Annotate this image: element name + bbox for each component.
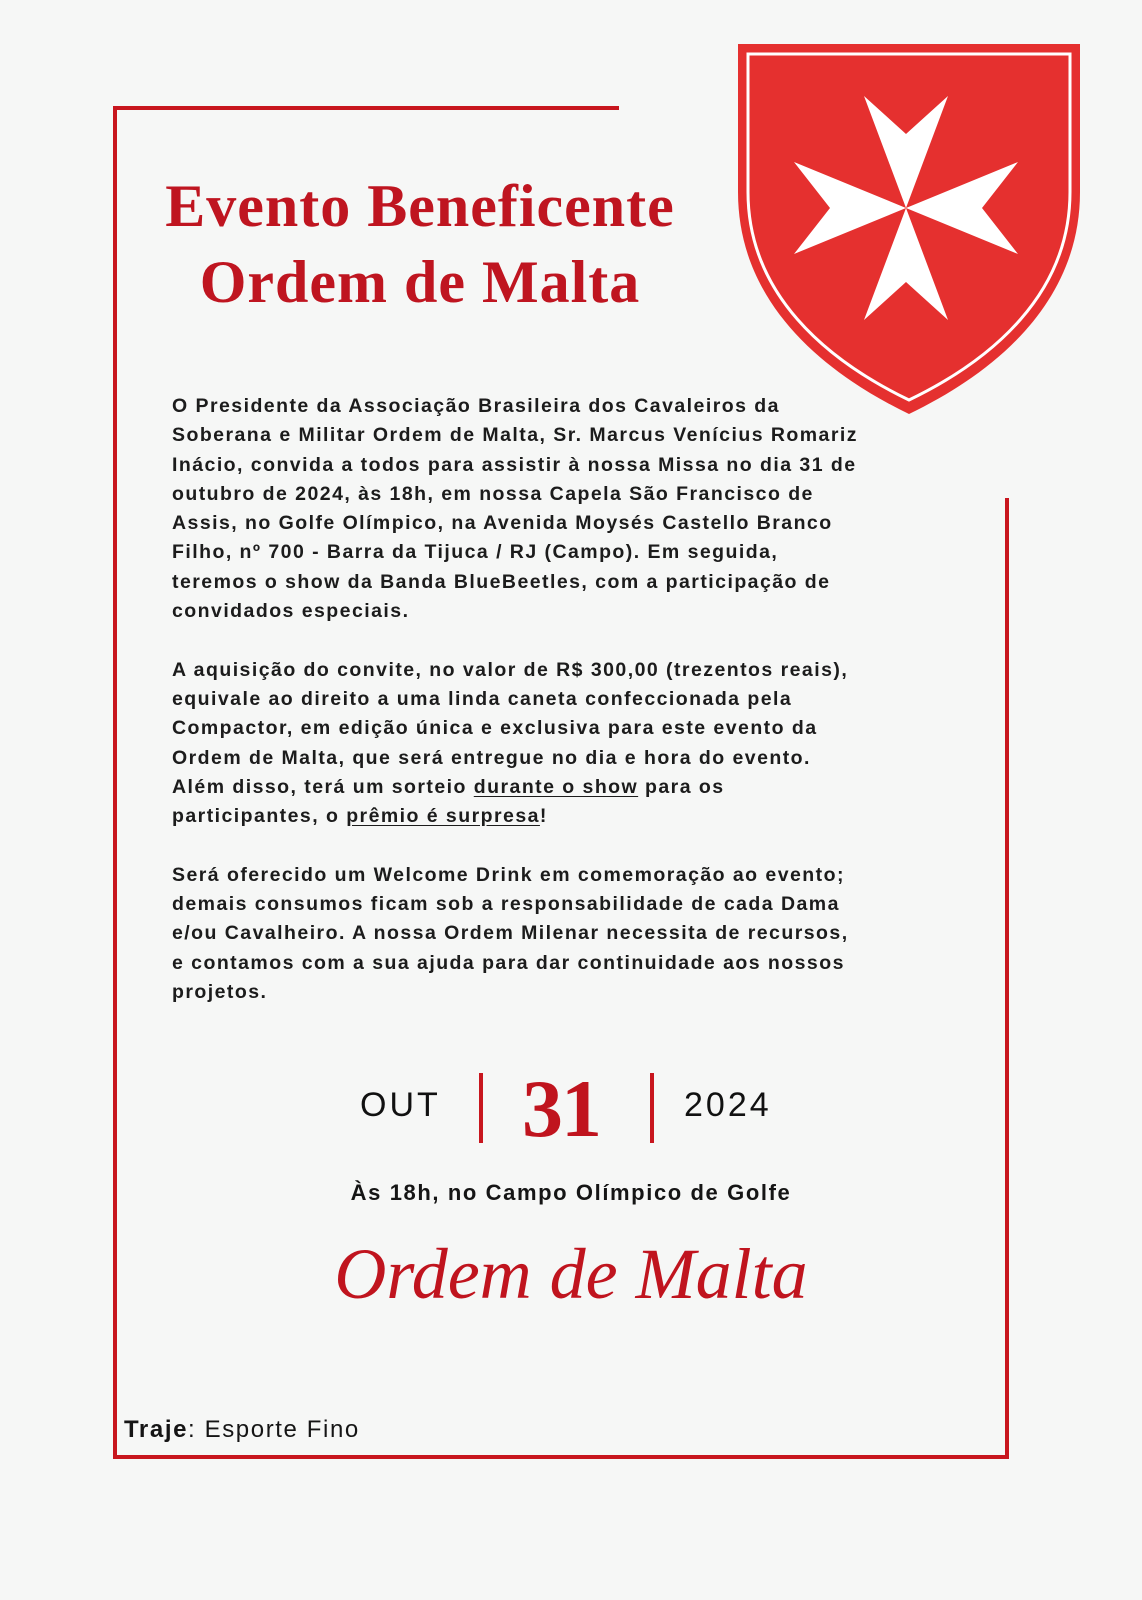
- text-line: A aquisição do convite, no valor de R$ 300,00 (trezentos reais),: [172, 658, 849, 681]
- text-line: convidados especiais.: [172, 600, 410, 623]
- text-line: teremos o show da Banda BlueBeetles, com a participação de: [172, 570, 831, 593]
- text-line: Ordem de Malta, que será entregue no dia e hora do evento.: [172, 746, 811, 769]
- date-day: 31: [522, 1063, 600, 1154]
- paragraph-1: [172, 392, 858, 626]
- invitation-body: [172, 392, 858, 1037]
- underlined-phrase: durante o show: [473, 775, 639, 798]
- date-month: OUT: [360, 1086, 441, 1124]
- text-line: O Presidente da Associação Brasileira dos Cavaleiros da: [172, 395, 780, 417]
- title-line-1: Evento Beneficente: [165, 173, 675, 239]
- frame-right: [1005, 498, 1009, 1459]
- paragraph-2: [172, 656, 858, 832]
- text-line: Soberana e Militar Ordem de Malta, Sr. Marcus Venícius Romariz: [172, 424, 858, 447]
- text-line: demais consumos ficam sob a responsabilidade de cada Dama: [172, 893, 840, 916]
- dress-code-label: Traje: [124, 1416, 189, 1443]
- text-line: participantes, o prêmio é surpresa!: [172, 805, 548, 828]
- text-line: projetos.: [172, 980, 268, 1003]
- date-year: 2024: [684, 1086, 772, 1124]
- text-line: Compactor, em edição única e exclusiva para este evento da: [172, 717, 818, 740]
- dress-code: [124, 1416, 360, 1444]
- text-line: Filho, nº 700 - Barra da Tijuca / RJ (Campo). Em seguida,: [172, 541, 779, 564]
- text-line: equivale ao direito a uma linda caneta confeccionada pela: [172, 687, 793, 710]
- frame-bottom: [113, 1455, 1009, 1459]
- text-line: e/ou Cavalheiro. A nossa Ordem Milenar necessita de recursos,: [172, 922, 849, 945]
- frame-top: [113, 106, 619, 110]
- text-line: Será oferecido um Welcome Drink em comemoração ao evento;: [172, 863, 845, 886]
- dress-code-separator: :: [188, 1416, 197, 1443]
- time-and-place: Às 18h, no Campo Olímpico de Golfe: [350, 1180, 792, 1205]
- text-line: Assis, no Golfe Olímpico, na Avenida Moysés Castello Branco: [172, 512, 833, 535]
- paragraph-3: [172, 861, 858, 1007]
- date-divider-right: [650, 1073, 654, 1143]
- text-line: Além disso, terá um sorteio durante o show para os: [172, 775, 725, 798]
- maltese-cross-shield-icon: [736, 42, 1082, 416]
- signature-script: Ordem de Malta: [334, 1234, 808, 1314]
- dress-code-value: Esporte Fino: [196, 1416, 360, 1443]
- date-divider-left: [479, 1073, 483, 1143]
- underlined-phrase: prêmio é surpresa: [346, 805, 540, 828]
- text-line: outubro de 2024, às 18h, em nossa Capela São Francisco de: [172, 482, 814, 505]
- text-line: e contamos com a sua ajuda para dar continuidade aos nossos: [172, 951, 845, 974]
- title-line-2: Ordem de Malta: [199, 249, 641, 315]
- text-line: Inácio, convida a todos para assistir à nossa Missa no dia 31 de: [172, 453, 857, 476]
